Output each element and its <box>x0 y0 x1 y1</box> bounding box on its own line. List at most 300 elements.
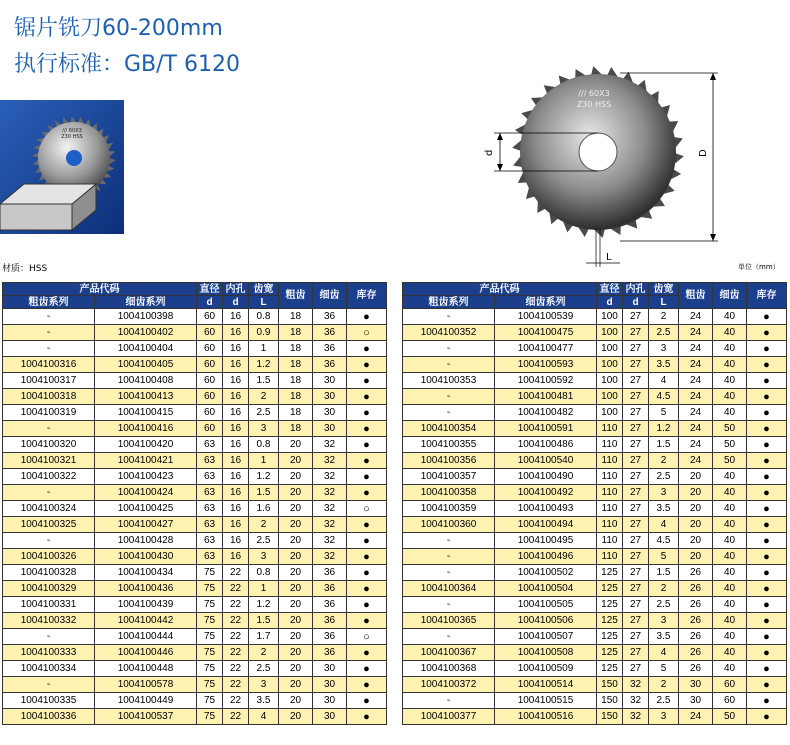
coarse-teeth-cell: 24 <box>679 389 713 405</box>
coarse-teeth-cell: 20 <box>679 517 713 533</box>
coarse-series-cell: - <box>403 597 495 613</box>
diameter-cell: 60 <box>197 341 223 357</box>
table-row <box>403 709 787 725</box>
standard-subtitle: 执行标准：GB/T 6120 <box>14 52 240 77</box>
fine-series-cell: 1004100493 <box>495 501 597 517</box>
stock-cell: ○ <box>347 629 387 645</box>
table-row <box>3 437 387 453</box>
coarse-series-cell: - <box>3 629 95 645</box>
width-cell: 1 <box>249 341 279 357</box>
table-row <box>3 661 387 677</box>
fine-teeth-cell: 40 <box>713 341 747 357</box>
table-row <box>403 581 787 597</box>
stock-cell: ● <box>347 357 387 373</box>
coarse-teeth-cell: 18 <box>279 373 313 389</box>
coarse-series-cell: 1004100328 <box>3 565 95 581</box>
table-row <box>3 325 387 341</box>
bore-cell: 27 <box>623 533 649 549</box>
spec-table-left <box>2 282 387 725</box>
diameter-cell: 110 <box>597 549 623 565</box>
width-cell: 1 <box>249 453 279 469</box>
header-product-code: 产品代码 <box>403 283 597 296</box>
coarse-teeth-cell: 24 <box>679 709 713 725</box>
stock-cell: ● <box>347 677 387 693</box>
coarse-teeth-cell: 20 <box>279 469 313 485</box>
diameter-cell: 60 <box>197 421 223 437</box>
fine-series-cell: 1004100404 <box>95 341 197 357</box>
fine-series-cell: 1004100405 <box>95 357 197 373</box>
fine-teeth-cell: 40 <box>713 629 747 645</box>
fine-series-cell: 1004100492 <box>495 485 597 501</box>
stock-cell: ● <box>347 693 387 709</box>
fine-teeth-cell: 40 <box>713 613 747 629</box>
coarse-series-cell: - <box>403 389 495 405</box>
fine-teeth-cell: 36 <box>313 629 347 645</box>
fine-series-cell: 1004100578 <box>95 677 197 693</box>
bore-cell: 16 <box>223 357 249 373</box>
fine-series-cell: 1004100504 <box>495 581 597 597</box>
fine-series-cell: 1004100425 <box>95 501 197 517</box>
coarse-series-cell: 1004100372 <box>403 677 495 693</box>
fine-teeth-cell: 40 <box>713 389 747 405</box>
diameter-cell: 150 <box>597 709 623 725</box>
diameter-cell: 75 <box>197 565 223 581</box>
stock-cell: ● <box>347 485 387 501</box>
diameter-cell: 100 <box>597 373 623 389</box>
fine-teeth-cell: 30 <box>313 405 347 421</box>
diameter-cell: 75 <box>197 661 223 677</box>
bore-cell: 16 <box>223 421 249 437</box>
stock-cell: ● <box>747 613 787 629</box>
table-row <box>403 693 787 709</box>
width-cell: 1.5 <box>249 373 279 389</box>
table-row <box>403 405 787 421</box>
fine-teeth-cell: 32 <box>313 517 347 533</box>
dim-L-label: L <box>606 252 612 263</box>
coarse-teeth-cell: 20 <box>279 677 313 693</box>
width-cell: 3 <box>249 549 279 565</box>
bore-cell: 16 <box>223 309 249 325</box>
fine-teeth-cell: 32 <box>313 501 347 517</box>
bore-cell: 16 <box>223 341 249 357</box>
table-row <box>403 325 787 341</box>
width-cell: 5 <box>649 405 679 421</box>
stock-cell: ● <box>347 437 387 453</box>
fine-series-cell: 1004100424 <box>95 485 197 501</box>
bore-cell: 27 <box>623 341 649 357</box>
coarse-teeth-cell: 18 <box>279 389 313 405</box>
diameter-cell: 110 <box>597 501 623 517</box>
bore-cell: 27 <box>623 613 649 629</box>
table-row <box>3 629 387 645</box>
bore-cell: 27 <box>623 309 649 325</box>
fine-teeth-cell: 40 <box>713 517 747 533</box>
diameter-cell: 100 <box>597 309 623 325</box>
table-row <box>403 517 787 533</box>
stock-cell: ● <box>747 485 787 501</box>
coarse-teeth-cell: 24 <box>679 405 713 421</box>
coarse-series-cell: 1004100334 <box>3 661 95 677</box>
table-row <box>403 453 787 469</box>
stock-cell: ● <box>347 533 387 549</box>
diameter-cell: 63 <box>197 533 223 549</box>
stock-cell: ○ <box>347 325 387 341</box>
stock-cell: ● <box>747 325 787 341</box>
width-cell: 2.5 <box>249 661 279 677</box>
bore-cell: 27 <box>623 421 649 437</box>
bore-cell: 27 <box>623 581 649 597</box>
diameter-cell: 63 <box>197 469 223 485</box>
coarse-teeth-cell: 20 <box>279 709 313 725</box>
stock-cell: ● <box>347 405 387 421</box>
table-row <box>3 581 387 597</box>
width-cell: 1.5 <box>649 437 679 453</box>
coarse-series-cell: - <box>403 357 495 373</box>
fine-series-cell: 1004100592 <box>495 373 597 389</box>
bore-cell: 16 <box>223 325 249 341</box>
fine-series-cell: 1004100540 <box>495 453 597 469</box>
stock-cell: ● <box>347 453 387 469</box>
bore-cell: 27 <box>623 373 649 389</box>
fine-teeth-cell: 30 <box>313 709 347 725</box>
coarse-series-cell: - <box>3 421 95 437</box>
fine-teeth-cell: 40 <box>713 357 747 373</box>
width-cell: 3 <box>249 421 279 437</box>
bore-cell: 22 <box>223 709 249 725</box>
table-row <box>403 341 787 357</box>
fine-teeth-cell: 40 <box>713 565 747 581</box>
diameter-cell: 110 <box>597 453 623 469</box>
bore-cell: 16 <box>223 501 249 517</box>
header-coarse-teeth: 粗齿 <box>279 283 313 309</box>
fine-series-cell: 1004100475 <box>495 325 597 341</box>
fine-series-cell: 1004100449 <box>95 693 197 709</box>
coarse-series-cell: - <box>403 693 495 709</box>
header-width: 齿宽 <box>249 283 279 296</box>
diameter-cell: 75 <box>197 645 223 661</box>
coarse-teeth-cell: 20 <box>279 549 313 565</box>
coarse-series-cell: - <box>3 485 95 501</box>
bore-cell: 22 <box>223 565 249 581</box>
width-cell: 3 <box>249 677 279 693</box>
table-row <box>3 405 387 421</box>
table-row <box>3 453 387 469</box>
fine-series-cell: 1004100514 <box>495 677 597 693</box>
coarse-teeth-cell: 30 <box>679 677 713 693</box>
stock-cell: ● <box>347 597 387 613</box>
spec-table-right <box>402 282 787 725</box>
diameter-cell: 125 <box>597 581 623 597</box>
fine-series-cell: 1004100515 <box>495 693 597 709</box>
width-cell: 5 <box>649 661 679 677</box>
header-stock: 库存 <box>747 283 787 309</box>
table-row <box>403 629 787 645</box>
bore-cell: 27 <box>623 453 649 469</box>
stock-cell: ● <box>747 549 787 565</box>
fine-series-cell: 1004100436 <box>95 581 197 597</box>
stock-cell: ● <box>747 501 787 517</box>
coarse-series-cell: - <box>3 309 95 325</box>
width-cell: 1.2 <box>249 469 279 485</box>
diameter-cell: 75 <box>197 613 223 629</box>
table-row <box>403 613 787 629</box>
fine-teeth-cell: 32 <box>313 533 347 549</box>
coarse-series-cell: 1004100324 <box>3 501 95 517</box>
coarse-series-cell: 1004100320 <box>3 437 95 453</box>
coarse-series-cell: 1004100357 <box>403 469 495 485</box>
bore-cell: 16 <box>223 437 249 453</box>
fine-series-cell: 1004100448 <box>95 661 197 677</box>
coarse-teeth-cell: 26 <box>679 613 713 629</box>
bore-cell: 22 <box>223 629 249 645</box>
table-row <box>403 565 787 581</box>
fine-teeth-cell: 32 <box>313 469 347 485</box>
coarse-series-cell: 1004100360 <box>403 517 495 533</box>
bore-cell: 32 <box>623 709 649 725</box>
coarse-teeth-cell: 26 <box>679 597 713 613</box>
fine-teeth-cell: 40 <box>713 309 747 325</box>
fine-teeth-cell: 40 <box>713 373 747 389</box>
coarse-teeth-cell: 20 <box>679 549 713 565</box>
stock-cell: ● <box>747 693 787 709</box>
width-cell: 1 <box>249 581 279 597</box>
coarse-series-cell: 1004100365 <box>403 613 495 629</box>
stock-cell: ● <box>747 517 787 533</box>
stock-cell: ● <box>747 453 787 469</box>
diameter-cell: 110 <box>597 517 623 533</box>
bore-cell: 16 <box>223 373 249 389</box>
fine-teeth-cell: 50 <box>713 453 747 469</box>
bore-cell: 27 <box>623 325 649 341</box>
fine-teeth-cell: 32 <box>313 437 347 453</box>
coarse-series-cell: 1004100332 <box>3 613 95 629</box>
coarse-series-cell: - <box>3 341 95 357</box>
stock-cell: ● <box>347 581 387 597</box>
fine-teeth-cell: 36 <box>313 341 347 357</box>
diameter-cell: 125 <box>597 661 623 677</box>
bore-cell: 16 <box>223 533 249 549</box>
coarse-series-cell: 1004100318 <box>3 389 95 405</box>
stock-cell: ● <box>747 405 787 421</box>
coarse-series-cell: 1004100335 <box>3 693 95 709</box>
width-cell: 0.8 <box>249 565 279 581</box>
table-row <box>3 485 387 501</box>
fine-series-cell: 1004100398 <box>95 309 197 325</box>
fine-teeth-cell: 32 <box>313 549 347 565</box>
coarse-teeth-cell: 26 <box>679 661 713 677</box>
fine-teeth-cell: 50 <box>713 421 747 437</box>
fine-teeth-cell: 50 <box>713 437 747 453</box>
fine-series-cell: 1004100502 <box>495 565 597 581</box>
diameter-cell: 100 <box>597 341 623 357</box>
fine-series-cell: 1004100477 <box>495 341 597 357</box>
fine-series-cell: 1004100505 <box>495 597 597 613</box>
diameter-cell: 60 <box>197 357 223 373</box>
stock-cell: ● <box>747 709 787 725</box>
fine-series-cell: 1004100408 <box>95 373 197 389</box>
coarse-teeth-cell: 26 <box>679 581 713 597</box>
header-fine-series: 细齿系列 <box>495 296 597 309</box>
table-row <box>403 661 787 677</box>
fine-series-cell: 1004100446 <box>95 645 197 661</box>
bore-cell: 27 <box>623 501 649 517</box>
fine-teeth-cell: 36 <box>313 645 347 661</box>
coarse-teeth-cell: 20 <box>279 645 313 661</box>
fine-series-cell: 1004100506 <box>495 613 597 629</box>
width-cell: 4.5 <box>649 533 679 549</box>
coarse-teeth-cell: 20 <box>279 485 313 501</box>
fine-series-cell: 1004100427 <box>95 517 197 533</box>
table-row <box>403 389 787 405</box>
width-cell: 1.5 <box>249 613 279 629</box>
coarse-series-cell: - <box>403 405 495 421</box>
header-width-symbol: L <box>249 296 279 309</box>
stock-cell: ● <box>347 517 387 533</box>
coarse-series-cell: - <box>403 533 495 549</box>
table-row <box>3 469 387 485</box>
coarse-teeth-cell: 24 <box>679 325 713 341</box>
fine-teeth-cell: 50 <box>713 709 747 725</box>
coarse-teeth-cell: 20 <box>679 469 713 485</box>
stock-cell: ● <box>347 709 387 725</box>
diameter-cell: 75 <box>197 677 223 693</box>
bore-cell: 27 <box>623 645 649 661</box>
fine-teeth-cell: 30 <box>313 373 347 389</box>
stock-cell: ● <box>747 565 787 581</box>
width-cell: 0.9 <box>249 325 279 341</box>
fine-series-cell: 1004100481 <box>495 389 597 405</box>
page-title: 锯片铣刀60-200mm <box>14 16 223 41</box>
width-cell: 3.5 <box>649 629 679 645</box>
fine-series-cell: 1004100434 <box>95 565 197 581</box>
coarse-teeth-cell: 20 <box>279 613 313 629</box>
stock-cell: ● <box>747 469 787 485</box>
diameter-cell: 63 <box>197 453 223 469</box>
bore-cell: 32 <box>623 677 649 693</box>
header-width: 齿宽 <box>649 283 679 296</box>
blade-marking-2: Z30 HSS <box>576 100 612 109</box>
fine-series-cell: 1004100496 <box>495 549 597 565</box>
coarse-teeth-cell: 24 <box>679 373 713 389</box>
coarse-teeth-cell: 24 <box>679 453 713 469</box>
header-diameter-symbol: d <box>197 296 223 309</box>
stock-cell: ● <box>747 373 787 389</box>
coarse-series-cell: - <box>403 549 495 565</box>
bore-cell: 27 <box>623 437 649 453</box>
bore-cell: 27 <box>623 485 649 501</box>
fine-teeth-cell: 40 <box>713 325 747 341</box>
bore-cell: 22 <box>223 693 249 709</box>
width-cell: 4.5 <box>649 389 679 405</box>
coarse-teeth-cell: 20 <box>279 597 313 613</box>
fine-series-cell: 1004100421 <box>95 453 197 469</box>
fine-series-cell: 1004100495 <box>495 533 597 549</box>
table-row <box>403 645 787 661</box>
width-cell: 3.5 <box>649 501 679 517</box>
diameter-cell: 63 <box>197 485 223 501</box>
coarse-teeth-cell: 24 <box>679 309 713 325</box>
bore-cell: 16 <box>223 405 249 421</box>
fine-teeth-cell: 40 <box>713 501 747 517</box>
width-cell: 2.5 <box>649 597 679 613</box>
bore-cell: 22 <box>223 645 249 661</box>
stock-cell: ● <box>347 645 387 661</box>
width-cell: 2 <box>249 517 279 533</box>
fine-series-cell: 1004100507 <box>495 629 597 645</box>
diameter-cell: 125 <box>597 629 623 645</box>
diameter-cell: 75 <box>197 629 223 645</box>
material-label: 材质：HSS <box>2 264 48 274</box>
table-row <box>3 421 387 437</box>
fine-series-cell: 1004100416 <box>95 421 197 437</box>
diameter-cell: 100 <box>597 405 623 421</box>
coarse-series-cell: 1004100355 <box>403 437 495 453</box>
header-coarse-series: 粗齿系列 <box>403 296 495 309</box>
fine-teeth-cell: 40 <box>713 549 747 565</box>
fine-teeth-cell: 40 <box>713 469 747 485</box>
bore-cell: 27 <box>623 405 649 421</box>
bore-cell: 32 <box>623 693 649 709</box>
coarse-teeth-cell: 24 <box>679 357 713 373</box>
fine-teeth-cell: 40 <box>713 485 747 501</box>
header-product-code: 产品代码 <box>3 283 197 296</box>
stock-cell: ● <box>747 533 787 549</box>
coarse-teeth-cell: 18 <box>279 309 313 325</box>
table-row <box>3 565 387 581</box>
fine-teeth-cell: 36 <box>313 325 347 341</box>
header-coarse-teeth: 粗齿 <box>679 283 713 309</box>
bore-cell: 27 <box>623 357 649 373</box>
product-photo <box>0 100 124 234</box>
bore-cell: 22 <box>223 613 249 629</box>
width-cell: 3.5 <box>649 357 679 373</box>
table-row <box>3 597 387 613</box>
header-bore-symbol: d <box>623 296 649 309</box>
saw-blade-diagram <box>470 64 730 268</box>
width-cell: 0.8 <box>249 309 279 325</box>
coarse-teeth-cell: 18 <box>279 325 313 341</box>
dim-D-label: D <box>698 149 709 157</box>
coarse-series-cell: 1004100316 <box>3 357 95 373</box>
diameter-cell: 63 <box>197 517 223 533</box>
coarse-teeth-cell: 20 <box>279 533 313 549</box>
diameter-cell: 100 <box>597 389 623 405</box>
fine-teeth-cell: 36 <box>313 597 347 613</box>
diameter-cell: 60 <box>197 325 223 341</box>
stock-cell: ● <box>747 341 787 357</box>
stock-cell: ● <box>747 421 787 437</box>
stock-cell: ● <box>747 389 787 405</box>
table-row <box>403 437 787 453</box>
width-cell: 0.8 <box>249 437 279 453</box>
header-diameter-symbol: d <box>597 296 623 309</box>
stock-cell: ○ <box>347 501 387 517</box>
stock-cell: ● <box>347 469 387 485</box>
fine-series-cell: 1004100591 <box>495 421 597 437</box>
width-cell: 5 <box>649 549 679 565</box>
coarse-teeth-cell: 20 <box>279 565 313 581</box>
width-cell: 4 <box>649 517 679 533</box>
coarse-series-cell: 1004100326 <box>3 549 95 565</box>
width-cell: 2 <box>249 389 279 405</box>
diameter-cell: 63 <box>197 549 223 565</box>
coarse-teeth-cell: 20 <box>279 629 313 645</box>
diameter-cell: 75 <box>197 693 223 709</box>
table-row <box>403 597 787 613</box>
table-row <box>3 357 387 373</box>
bore-cell: 27 <box>623 389 649 405</box>
fine-teeth-cell: 60 <box>713 677 747 693</box>
